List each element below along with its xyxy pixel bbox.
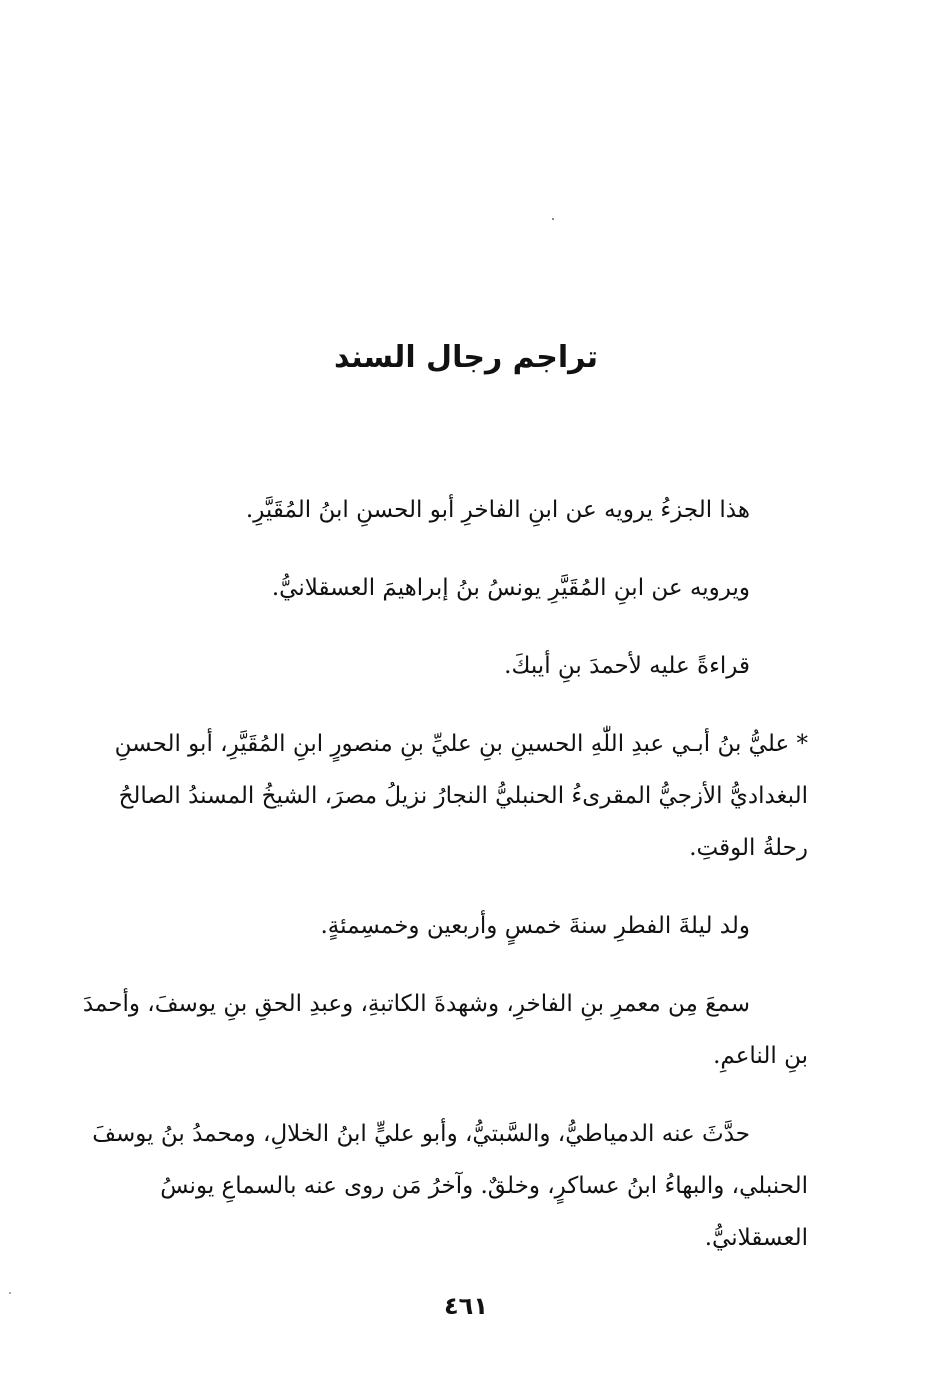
paragraph-5: ولد ليلةَ الفطرِ سنةَ خمسٍ وأربعين وخمسِمئةٍ. <box>320 913 750 939</box>
biography-text <box>82 484 808 1290</box>
paragraph-4: * عليُّ بنُ أبـي عبدِ اللّٰهِ الحسينِ بنِ عليِّ بنِ منصورٍ ابنِ المُقَيَّرِ، أبو الحسنِ البغداديُّ الأزجيُّ المقرىءُ الحنبليُّ النجارُ نزيلُ مصرَ، الشيخُ المسندُ الصالحُ رحلةُ الوقتِ. <box>114 731 808 861</box>
printed-dot <box>552 218 554 220</box>
page-number: ٤٦١ <box>444 1292 488 1320</box>
paragraph-3: قراءةً عليه لأحمدَ بنِ أيبكَ. <box>504 653 750 679</box>
scan-edge-mark <box>9 1292 11 1294</box>
page-title: تراجم رجال السند <box>333 340 599 375</box>
paragraph-6: سمعَ مِن معمرِ بنِ الفاخرِ، وشهدةَ الكاتبةِ، وعبدِ الحقِ بنِ يوسفَ، وأحمدَ بنِ الناعمِ. <box>82 991 808 1069</box>
paragraph-2: ويرويه عن ابنِ المُقَيَّرِ يونسُ بنُ إبراهيمَ العسقلانيُّ. <box>271 575 750 601</box>
paragraph-7: حدَّثَ عنه الدمياطيُّ، والسَّبتيُّ، وأبو عليٍّ ابنُ الخلالِ، ومحمدُ بنُ يوسفَ الحنبلي، والبهاءُ ابنُ عساكرٍ، وخلقٌ. وآخرُ مَن روى عنه بالسماعِ يونسُ العسقلانيُّ. <box>92 1121 808 1251</box>
paragraph-1: هذا الجزءُ يرويه عن ابنِ الفاخرِ أبو الحسنِ ابنُ المُقَيَّرِ. <box>245 497 750 523</box>
